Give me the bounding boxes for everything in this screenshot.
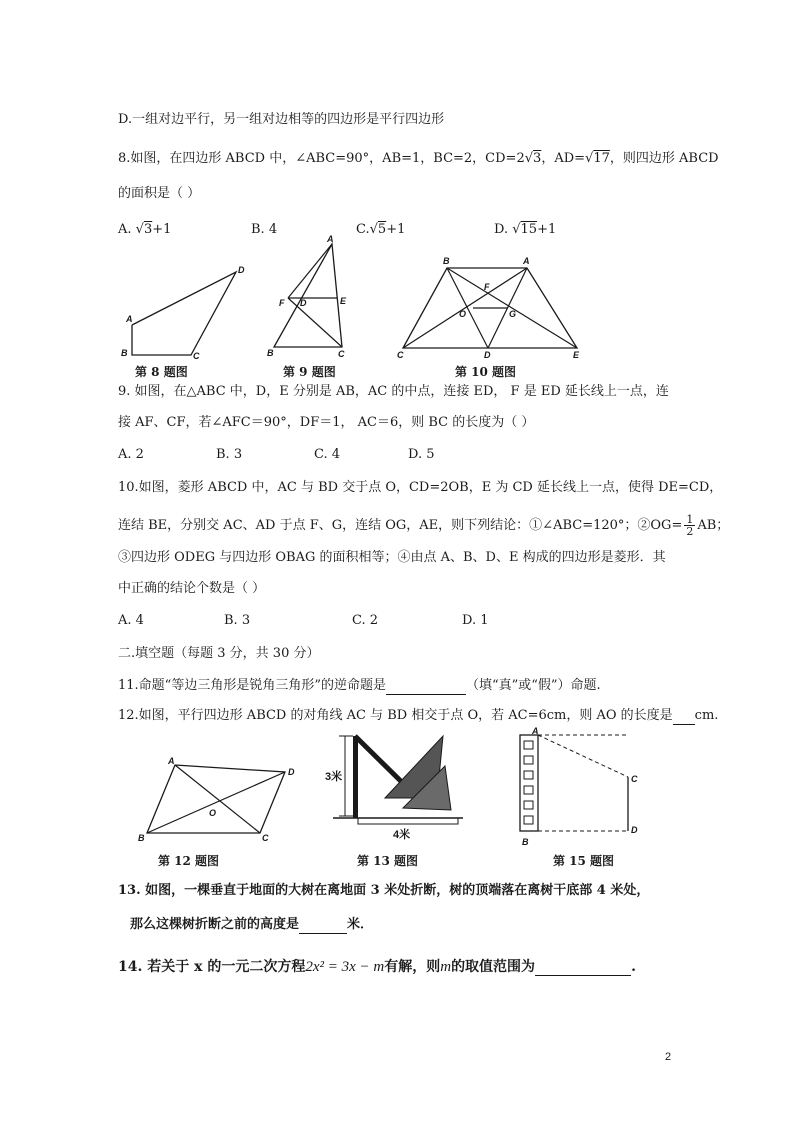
fig9-label-b: B bbox=[267, 348, 274, 358]
q8-option-d-label: D. bbox=[494, 222, 509, 237]
q8-option-a bbox=[118, 221, 171, 239]
fig8-label-c: C bbox=[193, 351, 200, 361]
fig9-segment-fc bbox=[288, 298, 342, 347]
fig8-label-d: D bbox=[238, 265, 245, 275]
figure-12 bbox=[135, 755, 310, 845]
fig8-label-b: B bbox=[121, 348, 128, 358]
caption-figure-13: 第 13 题图 bbox=[357, 854, 419, 868]
caption-figure-9: 第 9 题图 bbox=[283, 365, 336, 379]
q8-option-c-radicand: 5 bbox=[377, 222, 387, 237]
fig9-triangle bbox=[274, 244, 342, 347]
sqrt-icon: √ bbox=[524, 151, 534, 166]
q8-option-c-tail: +1 bbox=[386, 222, 406, 237]
fig10-label-b: B bbox=[443, 256, 450, 266]
q8-option-d-radicand: 15 bbox=[520, 222, 538, 237]
q10-option-a: A. 4 bbox=[118, 613, 144, 628]
fig9-label-e: E bbox=[340, 296, 347, 306]
q10-frac-den: 2 bbox=[686, 525, 694, 538]
q9-option-a: A. 2 bbox=[118, 447, 144, 462]
fig9-label-f: F bbox=[279, 298, 285, 308]
q13-text-post: 米． bbox=[347, 917, 374, 932]
q14-text-post: 的取值范围为 bbox=[451, 959, 536, 975]
fig8-label-a: A bbox=[126, 314, 133, 324]
q8-option-c-label: C. bbox=[356, 222, 370, 237]
q10-frac-num: 1 bbox=[686, 513, 694, 526]
fig10-label-f: F bbox=[484, 282, 490, 292]
q9-option-b: B. 3 bbox=[216, 447, 243, 462]
q8-stem-line2: 的面积是（ ） bbox=[118, 186, 201, 201]
q14-text-end: . bbox=[631, 959, 636, 975]
fig13-tree-trunk bbox=[353, 736, 358, 818]
q9-option-d: D. 5 bbox=[408, 447, 435, 462]
q12-text-pre: 12.如图，平行四边形 ABCD 的对角线 AC 与 BD 相交于点 O，若 AC=6cm，则 AO 的长度是 bbox=[118, 708, 673, 723]
fig10-label-d: D bbox=[484, 350, 491, 360]
fig12-label-a: A bbox=[168, 756, 175, 766]
fig12-label-o: O bbox=[209, 808, 217, 818]
q14-text-mid: 有解，则 bbox=[384, 959, 441, 975]
caption-figure-12: 第 12 题图 bbox=[158, 854, 220, 868]
q8-option-a-radicand: 3 bbox=[143, 222, 153, 237]
q7-option-d: D.一组对边平行，另一组对边相等的四边形是平行四边形 bbox=[118, 112, 445, 127]
q9-stem-line1: 9. 如图，在△ABC 中，D，E 分别是 AB，AC 的中点，连接 ED， F 是 ED 延长线上一点，连 bbox=[118, 384, 669, 399]
q10-stem-line4: 中正确的结论个数是（ ） bbox=[118, 581, 266, 596]
fig12-diagonal-ac bbox=[175, 765, 260, 833]
q10-option-c: C. 2 bbox=[352, 613, 379, 628]
caption-figure-15: 第 15 题图 bbox=[553, 854, 615, 868]
page-number: 2 bbox=[665, 1051, 672, 1063]
q8-sqrt17: 17 bbox=[593, 151, 610, 166]
q14-variable-m: m bbox=[440, 959, 452, 975]
fig10-segment-ac bbox=[403, 268, 527, 348]
q10-stem-line1: 10.如图，菱形 ABCD 中，AC 与 BD 交于点 O，CD=2OB，E 为 CD 延长线上一点，使得 DE=CD， bbox=[118, 480, 723, 495]
q10-line2-pre: 连结 BE，分别交 AC、AD 于点 F、G，连结 OG，AE，则下列结论：①∠ABC=120°；②OG= bbox=[118, 518, 683, 533]
q11-text-post: （填“真”或“假”）命题. bbox=[465, 678, 601, 693]
fig10-label-c: C bbox=[397, 350, 404, 360]
q13-stem-line1: 13. 如图，一棵垂直于地面的大树在离地面 3 米处折断，树的顶端落在离树干底部 4 米处， bbox=[118, 883, 650, 898]
q9-stem-line2: 接 AF、CF，若∠AFC＝90°，DF＝1， AC＝6，则 BC 的长度为（ ） bbox=[118, 415, 535, 430]
q11-text-pre: 11.命题“等边三角形是锐角三角形”的逆命题是 bbox=[118, 678, 386, 693]
q8-option-b: B. 4 bbox=[251, 222, 278, 237]
fig15-label-b: B bbox=[522, 837, 529, 847]
q10-stem-line2 bbox=[118, 514, 729, 537]
fig12-label-d: D bbox=[288, 767, 295, 777]
q8-text-c: ，则四边形 ABCD bbox=[609, 151, 719, 166]
q10-fraction bbox=[684, 514, 695, 537]
q13-answer-blank[interactable] bbox=[299, 919, 347, 934]
fig15-window bbox=[524, 741, 533, 749]
q12-stem bbox=[118, 707, 718, 725]
q8-sqrt3: 3 bbox=[533, 151, 542, 166]
fig9-label-a: A bbox=[327, 234, 334, 244]
q13-stem-line2 bbox=[130, 916, 373, 934]
q8-option-d bbox=[494, 221, 556, 239]
fig15-window bbox=[524, 756, 533, 764]
fig15-dashed-sightline bbox=[538, 735, 628, 777]
section-fill-in-heading: 二.填空题（每题 3 分，共 30 分） bbox=[118, 646, 320, 661]
fig13-ground-hatch bbox=[358, 818, 458, 824]
fig15-label-a: A bbox=[532, 726, 539, 736]
fig15-window bbox=[524, 771, 533, 779]
figure-8 bbox=[118, 260, 258, 362]
q8-option-a-label: A. bbox=[118, 222, 132, 237]
figure-9 bbox=[262, 232, 356, 362]
q10-option-d: D. 1 bbox=[462, 613, 489, 628]
fig10-label-o: O bbox=[459, 309, 467, 319]
fig12-label-b: B bbox=[138, 833, 145, 843]
q8-stem-line1 bbox=[118, 150, 719, 168]
fig15-window bbox=[524, 801, 533, 809]
fig10-label-g: G bbox=[509, 309, 517, 319]
q12-answer-blank[interactable] bbox=[673, 710, 695, 725]
fig15-window bbox=[524, 786, 533, 794]
q14-text-pre: 14. 若关于 x 的一元二次方程 bbox=[118, 959, 306, 975]
q10-stem-line3: ③四边形 ODEG 与四边形 OBAG 的面积相等；④由点 A、B、D、E 构成的四边形是菱形．其 bbox=[118, 550, 666, 565]
q14-stem bbox=[118, 958, 636, 976]
q12-text-post: cm. bbox=[694, 708, 719, 723]
figure-10 bbox=[395, 250, 590, 362]
fig15-label-d: D bbox=[631, 825, 638, 835]
fig12-parallelogram bbox=[147, 765, 285, 833]
caption-figure-8: 第 8 题图 bbox=[135, 365, 188, 379]
fig13-label-width: 4米 bbox=[393, 829, 411, 841]
q10-line2-post: AB； bbox=[697, 518, 730, 533]
q9-option-c: C. 4 bbox=[314, 447, 341, 462]
fig10-label-e: E bbox=[573, 350, 580, 360]
fig9-label-d: D bbox=[300, 298, 307, 308]
fig13-label-height: 3米 bbox=[325, 771, 343, 783]
q8-option-c bbox=[356, 221, 405, 239]
q8-text-a: 8.如图，在四边形 ABCD 中，∠ABC=90°，AB=1，BC=2，CD=2 bbox=[118, 151, 525, 166]
caption-figure-10: 第 10 题图 bbox=[455, 365, 517, 379]
fig9-label-c: C bbox=[338, 349, 345, 359]
fig12-label-c: C bbox=[262, 833, 269, 843]
fig9-segment-af bbox=[288, 244, 332, 298]
sqrt-icon: √ bbox=[135, 222, 144, 237]
q11-stem bbox=[118, 677, 601, 695]
sqrt-icon: √ bbox=[512, 222, 521, 237]
fig15-window bbox=[524, 816, 533, 824]
q8-option-d-tail: +1 bbox=[537, 222, 557, 237]
q10-option-b: B. 3 bbox=[224, 613, 251, 628]
sqrt-icon: √ bbox=[369, 222, 378, 237]
q14-answer-blank[interactable] bbox=[535, 961, 631, 976]
q8-text-b: ，AD= bbox=[541, 151, 586, 166]
figure-15 bbox=[510, 725, 645, 850]
fig15-label-c: C bbox=[631, 774, 638, 784]
q11-answer-blank[interactable] bbox=[386, 680, 466, 695]
q14-equation: 2x² = 3x − m bbox=[305, 959, 385, 975]
fig10-segment-be bbox=[447, 268, 577, 348]
q13-text-pre: 那么这棵树折断之前的高度是 bbox=[130, 917, 300, 932]
sqrt-icon: √ bbox=[585, 151, 594, 166]
fig8-quadrilateral bbox=[132, 272, 236, 355]
fig10-label-a: A bbox=[523, 256, 530, 266]
figure-13 bbox=[325, 728, 465, 848]
q8-option-a-tail: +1 bbox=[152, 222, 172, 237]
